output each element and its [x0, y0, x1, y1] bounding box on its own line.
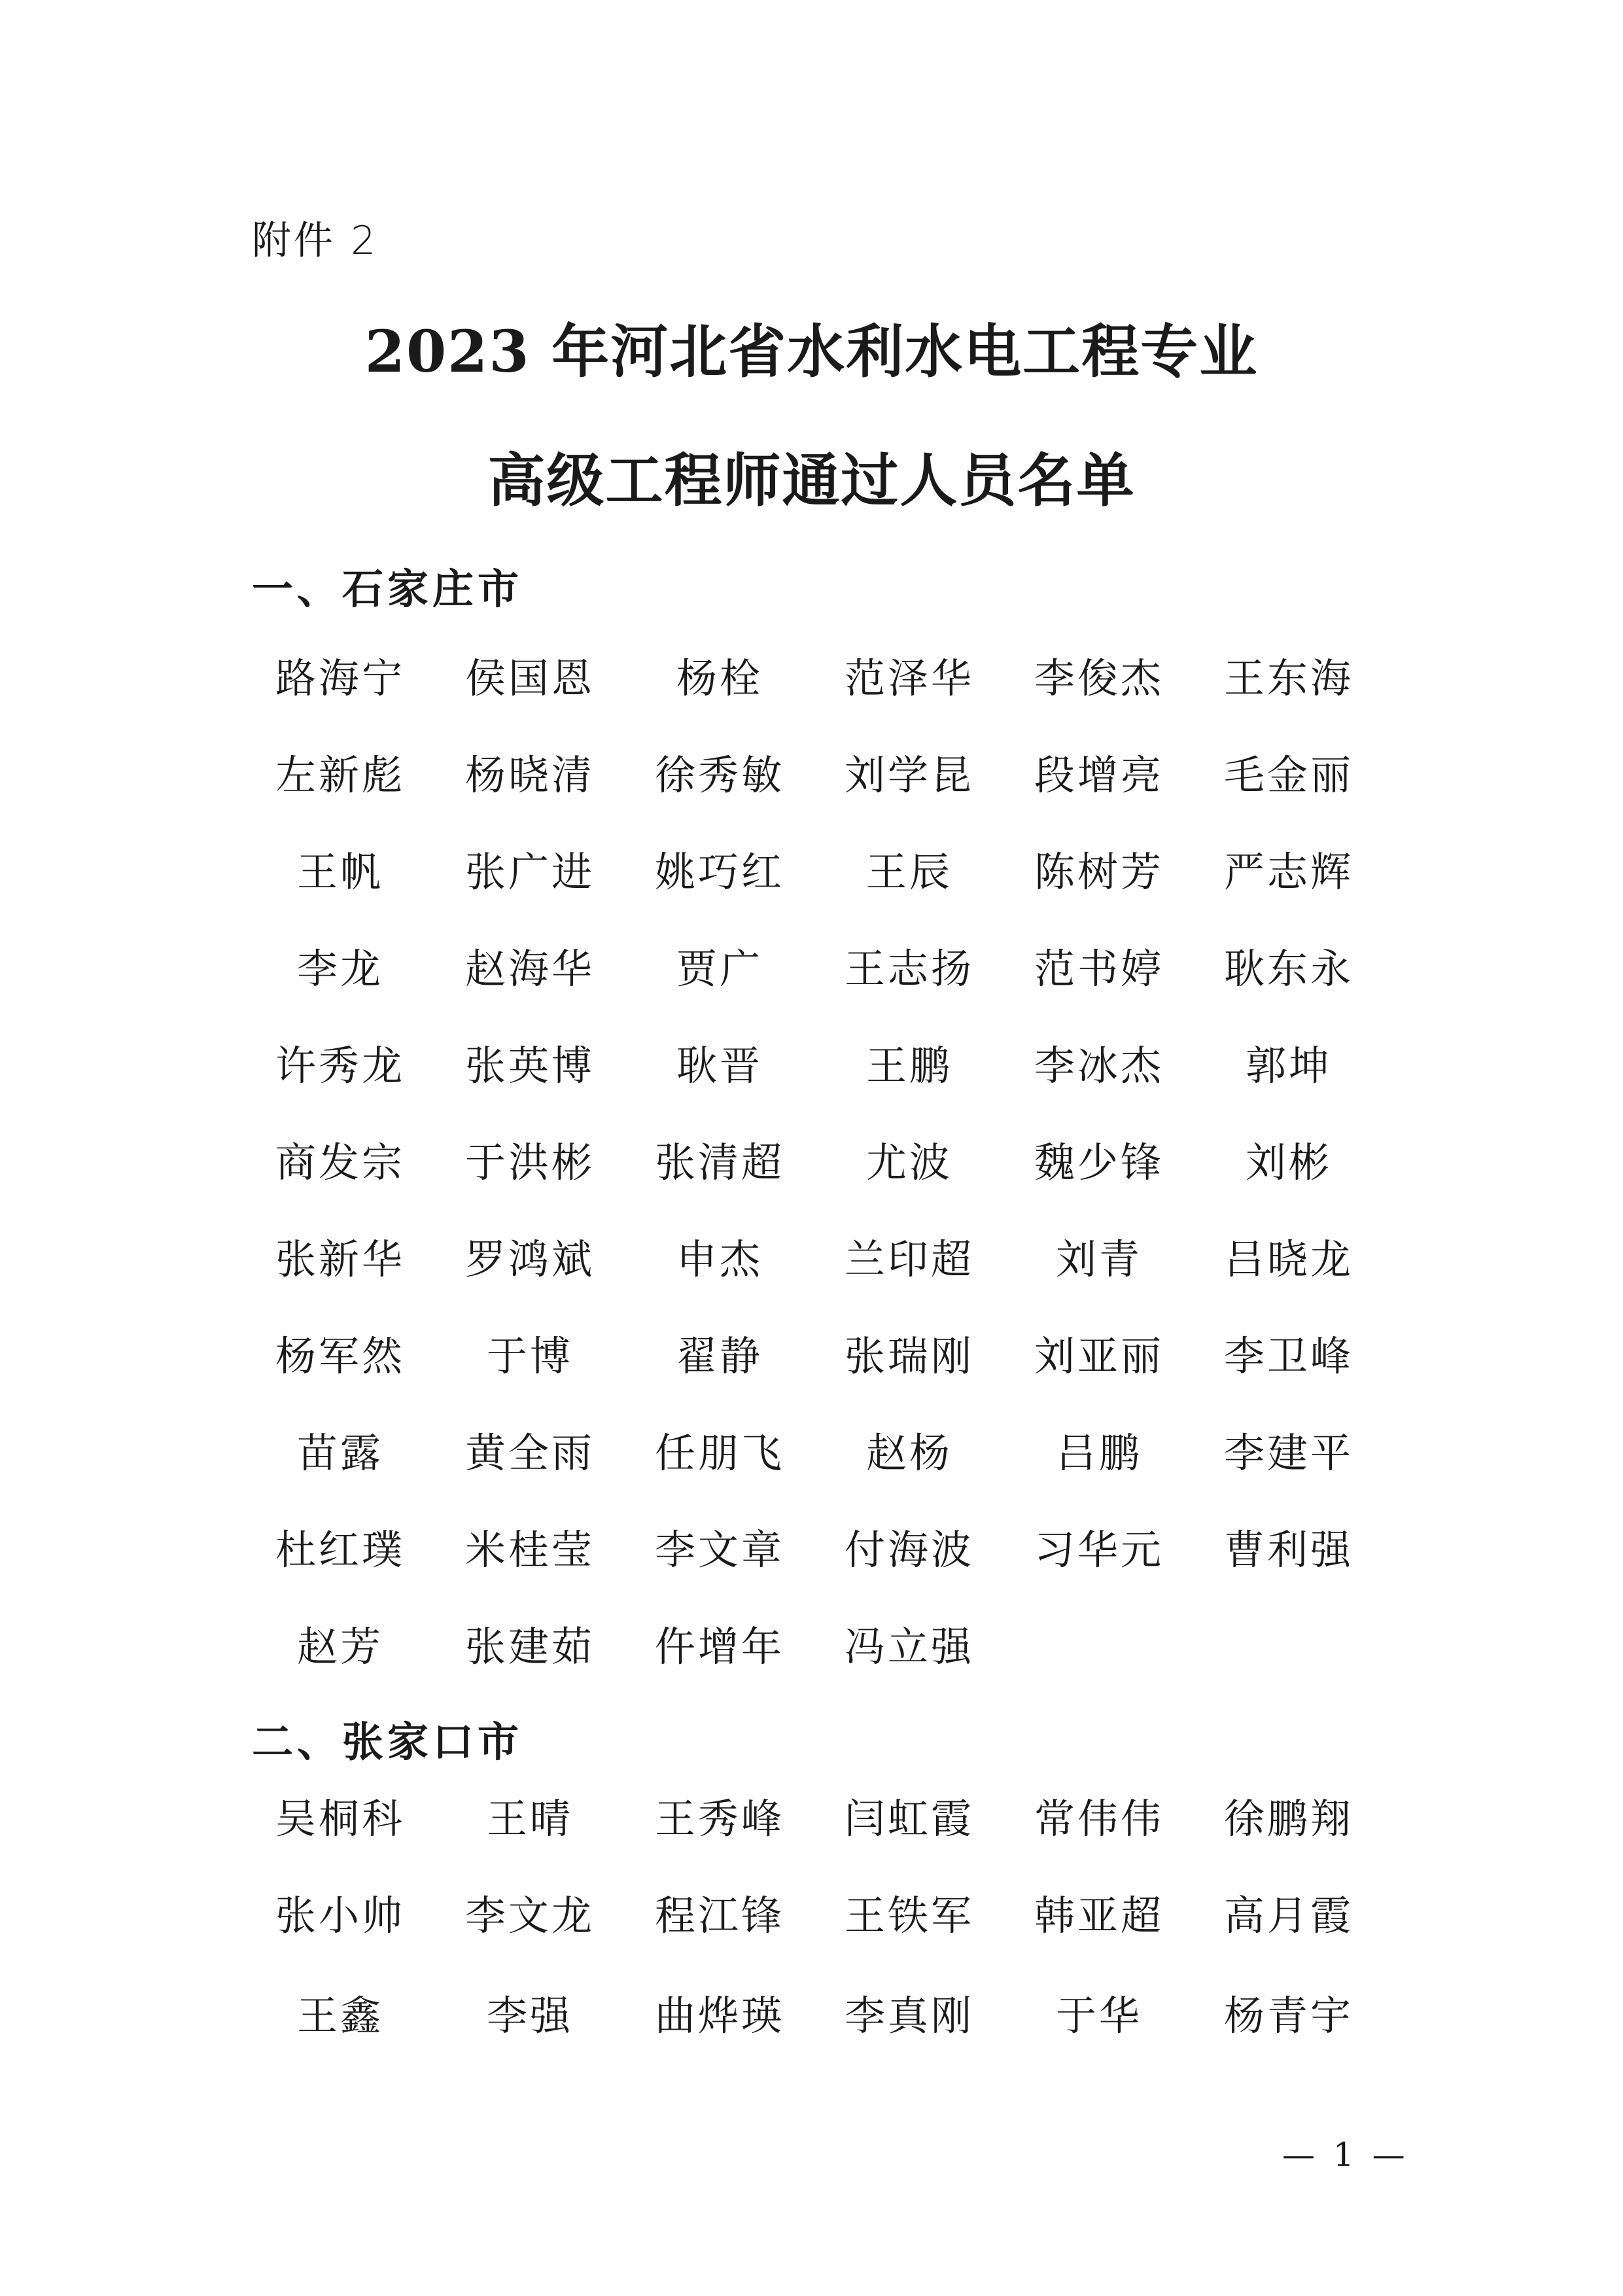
person-name: 贾广: [676, 944, 763, 993]
person-name: 仵增年: [654, 1622, 784, 1670]
person-name: 于洪彬: [464, 1138, 595, 1186]
page-number: — 1 —: [1282, 2136, 1409, 2174]
person-name: 李卫峰: [1223, 1332, 1353, 1380]
person-name: 苗露: [296, 1428, 383, 1477]
person-name: 商发宗: [275, 1138, 405, 1186]
person-name: 王东海: [1223, 654, 1353, 702]
document-title-line-1: 2023 年河北省水利水电工程专业: [364, 317, 1259, 385]
person-name: 毛金丽: [1223, 751, 1353, 799]
person-name: 常伟伟: [1034, 1794, 1164, 1843]
person-name: 李文章: [654, 1525, 784, 1574]
person-name: 张新华: [275, 1235, 405, 1283]
person-name: 耿东永: [1223, 944, 1353, 993]
person-name: 杨青宇: [1223, 1991, 1353, 2040]
person-name: 任朋飞: [654, 1428, 784, 1477]
person-name: 张广进: [464, 847, 595, 896]
person-name: 李真刚: [844, 1991, 974, 2040]
person-name: 路海宁: [275, 654, 405, 702]
person-name: 赵杨: [865, 1428, 952, 1477]
person-name: 程江锋: [654, 1891, 784, 1939]
person-name: 李冰杰: [1034, 1041, 1164, 1089]
person-name: 米桂莹: [464, 1525, 595, 1574]
person-name: 刘青: [1055, 1235, 1142, 1283]
person-name: 王帆: [296, 847, 383, 896]
person-name: 王志扬: [844, 944, 974, 993]
person-name: 许秀龙: [275, 1041, 405, 1089]
person-name: 张清超: [654, 1138, 784, 1186]
person-name: 刘彬: [1245, 1138, 1332, 1186]
person-name: 李强: [486, 1991, 573, 2040]
person-name: 张建茹: [464, 1622, 595, 1670]
person-name: 杨军然: [275, 1332, 405, 1380]
person-name: 杨栓: [676, 654, 763, 702]
person-name: 赵海华: [464, 944, 595, 993]
person-name: 韩亚超: [1034, 1891, 1164, 1939]
person-name: 罗鸿斌: [464, 1235, 595, 1283]
person-name: 李文龙: [464, 1891, 595, 1939]
person-name: 王晴: [486, 1794, 573, 1843]
document-title-line-2: 高级工程师通过人员名单: [487, 446, 1136, 514]
person-name: 范书婷: [1034, 944, 1164, 993]
person-name: 郭坤: [1245, 1041, 1332, 1089]
person-name: 张瑞刚: [844, 1332, 974, 1380]
person-name: 曹利强: [1223, 1525, 1353, 1574]
person-name: 左新彪: [275, 751, 405, 799]
person-name: 徐秀敏: [654, 751, 784, 799]
person-name: 吕鹏: [1055, 1428, 1142, 1477]
person-name: 于博: [486, 1332, 573, 1380]
names-grid-shijiazhuang: [245, 626, 1384, 1691]
person-name: 严志辉: [1223, 847, 1353, 896]
person-name: 冯立强: [844, 1622, 974, 1670]
person-name: 付海波: [844, 1525, 974, 1574]
section-heading-zhangjiakou: 二、张家口市: [252, 1718, 523, 1766]
person-name: 陈树芳: [1034, 847, 1164, 896]
person-name: 王铁军: [844, 1891, 974, 1939]
person-name: 高月霞: [1223, 1891, 1353, 1939]
person-name: 耿晋: [676, 1041, 763, 1089]
person-name: 姚巧红: [654, 847, 784, 896]
person-name: 王鑫: [296, 1991, 383, 2040]
person-name: 张英博: [464, 1041, 595, 1089]
person-name: 习华元: [1034, 1525, 1164, 1574]
person-name: 黄全雨: [464, 1428, 595, 1477]
person-name: 刘学昆: [844, 751, 974, 799]
person-name: 李建平: [1223, 1428, 1353, 1477]
person-name: 王辰: [865, 847, 952, 896]
section-heading-shijiazhuang: 一、石家庄市: [252, 565, 523, 613]
person-name: 张小帅: [275, 1891, 405, 1939]
person-name: 闫虹霞: [844, 1794, 974, 1843]
person-name: 徐鹏翔: [1223, 1794, 1353, 1843]
person-name: 尤波: [865, 1138, 952, 1186]
person-name: 申杰: [676, 1235, 763, 1283]
person-name: 赵芳: [296, 1622, 383, 1670]
person-name: 魏少锋: [1034, 1138, 1164, 1186]
person-name: 吕晓龙: [1223, 1235, 1353, 1283]
person-name: 于华: [1055, 1991, 1142, 2040]
person-name: 曲烨瑛: [654, 1991, 784, 2040]
names-grid-zhangjiakou: [245, 1767, 1384, 2064]
attachment-label: 附件 2: [252, 218, 379, 264]
person-name: 王秀峰: [654, 1794, 784, 1843]
person-name: 王鹏: [865, 1041, 952, 1089]
person-name: 段增亮: [1034, 751, 1164, 799]
person-name: 李龙: [296, 944, 383, 993]
person-name: 杨晓清: [464, 751, 595, 799]
person-name: 范泽华: [844, 654, 974, 702]
person-name: 侯国恩: [464, 654, 595, 702]
person-name: 吴桐科: [275, 1794, 405, 1843]
person-name: 兰印超: [844, 1235, 974, 1283]
person-name: 杜红璞: [275, 1525, 405, 1574]
person-name: 刘亚丽: [1034, 1332, 1164, 1380]
person-name: 李俊杰: [1034, 654, 1164, 702]
person-name: 翟静: [676, 1332, 763, 1380]
